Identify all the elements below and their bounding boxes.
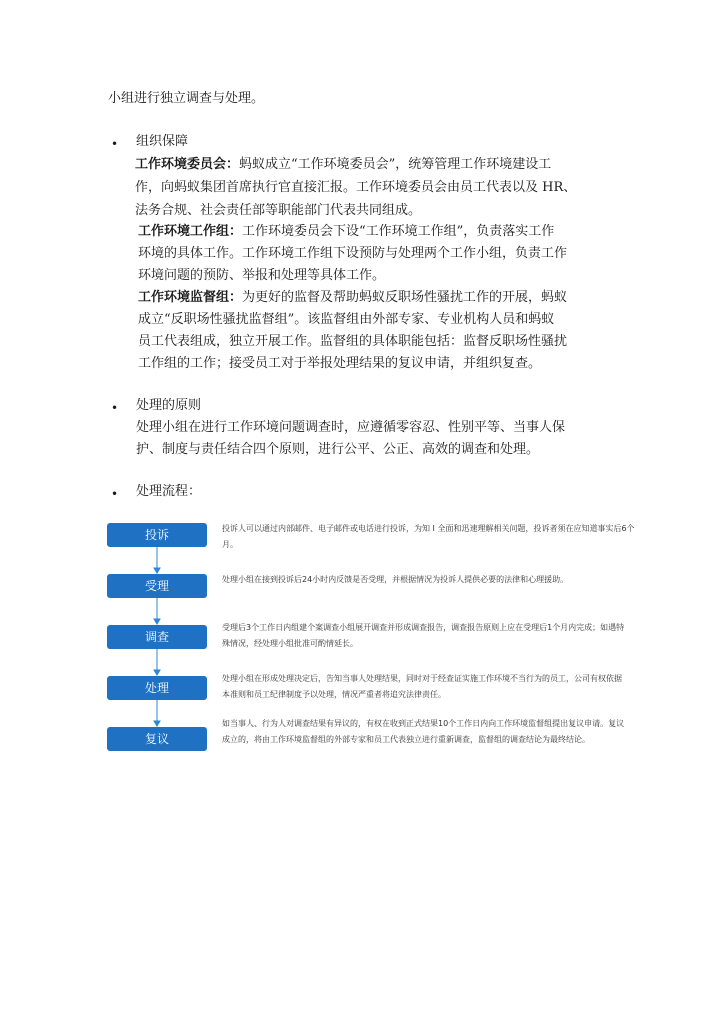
flow-step-handle-description (222, 671, 672, 703)
flow-step-accept-description (222, 572, 672, 588)
principles-paragraph-line-1: 处理小组在进行工作环境问题调查时，应遵循零容忍、性别平等、当事人保 (136, 420, 566, 435)
supervision-paragraph-line-3: 员工代表组成，独立开展工作。监督组的具体职能包括：监督反职场性骚扰 (138, 334, 568, 349)
flow-desc-line: 殊情况，经处理小组批准可酌情延长。 (222, 639, 358, 648)
flow-step-investigate-description (222, 620, 672, 652)
flow-desc-line: 成立的，将由工作环境监督组的外部专家和员工代表独立进行重新调查，监督组的调查结论为最终结论。 (222, 735, 590, 744)
flow-arrowhead-4 (154, 721, 160, 726)
flow-arrowhead-3 (154, 670, 160, 675)
flow-desc-line: 如当事人、行为人对调查结果有异议的，有权在收到正式结果10个工作日内向工作环境监督组提出复议申请。复议 (222, 719, 625, 728)
flow-desc-line: 投诉人可以通过内部邮件、电子邮件或电话进行投诉，为知 I 全面和迅速理解相关问题，投诉者须在应知道事实后6个 (222, 524, 635, 533)
principles-paragraph-line-2: 护、制度与责任结合四个原则，进行公平、公正、高效的调查和处理。 (136, 442, 540, 457)
committee-paragraph-line-2: 作，向蚂蚁集团首席执行官直接汇报。工作环境委员会由员工代表以及 HR、 (135, 180, 577, 195)
flow-step-review-description (222, 716, 672, 748)
flow-desc-line: 受理后3个工作日内组建个案调查小组展开调查并形成调查报告，调查报告原则上应在受理后1个月内完成；如遇特 (222, 623, 625, 632)
committee-label: 工作环境委员会： (135, 157, 240, 172)
flow-desc-line: 月。 (222, 540, 238, 549)
flow-step-accept: 受理 (107, 574, 207, 598)
flow-arrowhead-1 (154, 568, 160, 573)
workgroup-label: 工作环境工作组： (138, 224, 243, 239)
supervision-paragraph-line-4: 工作组的工作；接受员工对于举报处理结果的复议申请，并组织复查。 (138, 356, 542, 371)
workgroup-text: 工作环境委员会下设“工作环境工作组”，负责落实工作 (242, 224, 555, 239)
committee-paragraph-line-3: 法务合规、社会责任部等职能部门代表共同组成。 (135, 203, 422, 218)
workgroup-paragraph-line-3: 环境问题的预防、举报和处理等具体工作。 (138, 268, 386, 283)
intro-paragraph-line: 小组进行独立调查与处理。 (108, 91, 265, 106)
committee-paragraph-line-1 (135, 157, 551, 173)
flow-arrowhead-2 (154, 619, 160, 624)
flow-desc-line: 本准则和员工纪律制度予以处理，情况严重者将追究法律责任。 (222, 690, 446, 699)
flow-step-handle: 处理 (107, 676, 207, 700)
section-title-process: 处理流程： (136, 484, 202, 499)
flow-step-investigate: 调查 (107, 625, 207, 649)
flow-step-review: 复议 (107, 727, 207, 751)
committee-text: 蚂蚁成立“工作环境委员会”，统筹管理工作环境建设工 (239, 157, 552, 172)
section-title-principles: 处理的原则 (136, 398, 202, 413)
workgroup-paragraph-line-2: 环境的具体工作。工作环境工作组下设预防与处理两个工作小组，负责工作 (138, 246, 568, 261)
supervision-text: 为更好的监督及帮助蚂蚁反职场性骚扰工作的开展，蚂蚁 (242, 290, 568, 305)
supervision-paragraph-line-1 (138, 290, 567, 306)
bullet-marker: • (111, 137, 119, 151)
flow-desc-line: 处理小组在接到投诉后24小时内反馈是否受理，并根据情况为投诉人提供必要的法律和心理援助。 (222, 575, 569, 584)
supervision-label: 工作环境监督组： (138, 290, 243, 305)
workgroup-paragraph-line-1 (138, 224, 554, 240)
flow-step-complaint: 投诉 (107, 523, 207, 547)
supervision-paragraph-line-2: 成立“反职场性骚扰监督组”。该监督组由外部专家、专业机构人员和蚂蚁 (138, 312, 555, 327)
bullet-marker: • (111, 401, 119, 415)
section-title-org: 组织保障 (136, 134, 189, 149)
flow-step-complaint-description (222, 521, 672, 553)
bullet-marker: • (111, 487, 119, 501)
flow-desc-line: 处理小组在形成处理决定后，告知当事人处理结果，同时对于经查证实施工作环境不当行为的员工，公司有权依据 (222, 674, 622, 683)
